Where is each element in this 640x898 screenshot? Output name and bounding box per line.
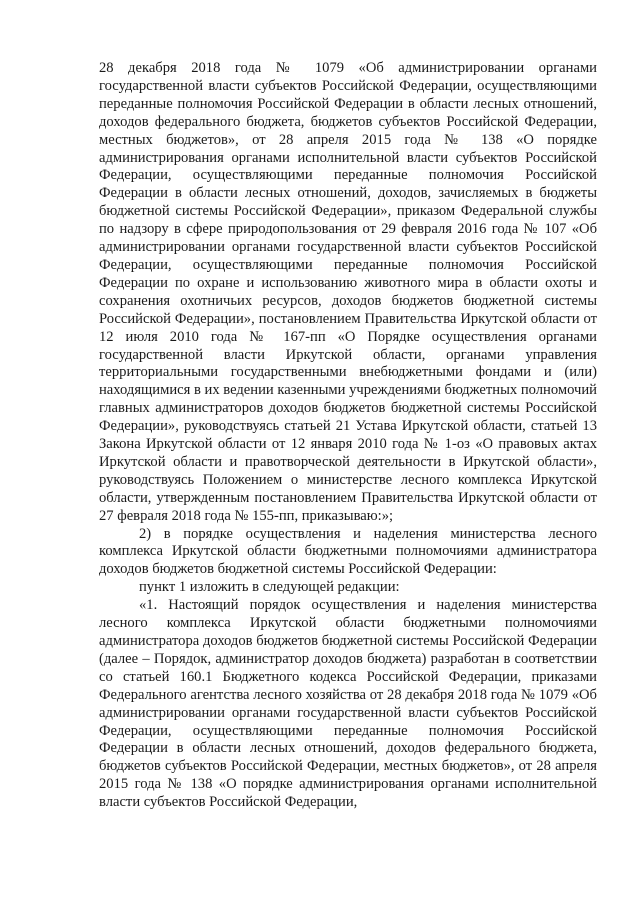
document-body (99, 60, 597, 812)
paragraph-point-1-text: «1. Настоящий порядок осуществления и наделения министерства лесного комплекса Иркутской области бюджетными полномочиями администратора доходов бюджетов бюджетной системы Российской Федерации (далее – Порядок, администратор доходов бюджета) разработан в соответствии со статьей 160.1 Бюджетного кодекса Российской Федерации, приказами Федерального агентства лесного хозяйства от 28 декабря 2018 года № 1079 «Об администрировании органами государственной власти субъектов Российской Федерации, осуществляющими переданные полномочия Российской Федерации в области лесных отношений, доходов федерального бюджета, бюджетов субъектов Российской Федерации, местных бюджетов», от 28 апреля 2015 года № 138 «О порядке администрирования органами исполнительной власти субъектов Российской Федерации, (99, 597, 597, 811)
paragraph-continuation-order-references: 28 декабря 2018 года № 1079 «Об администрировании органами государственной власти субъектов Российской Федерации, осуществляющими переданные полномочия Российской Федерации в области лесных отношений, доходов федерального бюджета, бюджетов субъектов Российской Федерации, местных бюджетов», от 28 апреля 2015 года № 138 «О порядке администрирования органами исполнительной власти субъектов Российской Федерации, осуществляющими переданные полномочия Российской Федерации в области лесных отношений, доходов, зачисляемых в бюджеты бюджетной системы Российской Федерации», приказом Федеральной службы по надзору в сфере природопользования от 29 февраля 2016 года № 107 «Об администрировании органами государственной власти субъектов Российской Федерации, осуществляющими переданные полномочия Российской Федерации по охране и использованию животного мира в области охоты и сохранения охотничьих ресурсов, доходов бюджетов бюджетной системы Российской Федерации», постановлением Правительства Иркутской области от 12 июля 2010 года № 167-пп «О Порядке осуществления органами государственной власти Иркутской области, органами управления территориальными государственными внебюджетными фондами и (или) находящимися в их ведении казенными учреждениями бюджетных полномочий главных администраторов доходов бюджетов бюджетной системы Российской Федерации», руководствуясь статьей 21 Устава Иркутской области, статьей 13 Закона Иркутской области от 12 января 2010 года № 1-оз «О правовых актах Иркутской области и правотворческой деятельности в Иркутской области», руководствуясь Положением о министерстве лесного комплекса Иркутской области, утвержденным постановлением Правительства Иркутской области от 27 февраля 2018 года № 155-пп, приказываю:»; (99, 60, 597, 524)
paragraph-item-2: 2) в порядке осуществления и наделения министерства лесного комплекса Иркутской области бюджетными полномочиями администратора доходов бюджетов бюджетной системы Российской Федерации: (99, 525, 597, 578)
paragraph-point-1-intro: пункт 1 изложить в следующей редакции: (139, 579, 400, 596)
